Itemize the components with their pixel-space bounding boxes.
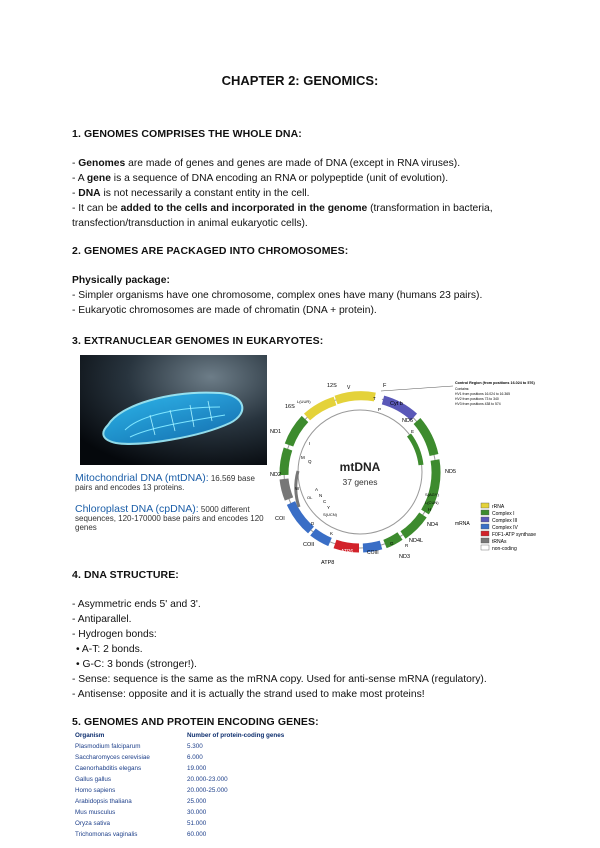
table-cell-genes: 25.000 <box>187 798 207 805</box>
label-s-ucn: S(UCN) <box>323 512 337 517</box>
legend-trna: tRNAs <box>492 539 507 545</box>
rrna-16s-segment <box>307 401 335 417</box>
trna-cluster-segment <box>284 479 289 499</box>
map-legend <box>455 503 536 552</box>
label-l-uur: L(UUR) <box>297 399 311 404</box>
page-title: CHAPTER 2: GENOMICS: <box>221 73 379 88</box>
inner-nd6-segment <box>409 435 421 465</box>
label-co1: COI <box>275 516 285 522</box>
label-s-agy: S(AGY) <box>425 492 439 497</box>
table-cell-organism: Gallus gallus <box>75 776 112 783</box>
nd2-segment <box>284 449 288 475</box>
legend-rrna: rRNA <box>492 504 505 510</box>
table-header-genes: Number of protein-coding genes <box>187 732 285 739</box>
s1-line-4-prefix: - It can be <box>72 203 121 214</box>
legend-complex1: Complex I <box>492 511 515 517</box>
atp6-segment <box>335 544 359 548</box>
legend-swatch-complex1 <box>481 510 489 515</box>
label-nd6: ND6 <box>402 418 414 424</box>
table-cell-genes: 30.000 <box>187 809 207 816</box>
table-cell-genes: 5.300 <box>187 743 203 750</box>
s1-line-3-text: is not necessarily a constant entity in the cell. <box>100 188 310 199</box>
s2-line-2: - Eukaryotic chromosomes are made of chromatin (DNA + protein). <box>72 305 377 316</box>
cpdna-caption-line3: genes <box>75 523 97 532</box>
s1-line-1: - Genomes are made of genes and genes are made of DNA (except in RNA viruses). <box>72 158 461 169</box>
map-subtitle: 37 genes <box>342 477 378 487</box>
section-heading-5: 5. GENOMES AND PROTEIN ENCODING GENES: <box>72 716 319 728</box>
legend-complex3: Complex III <box>492 518 518 524</box>
label-v: V <box>347 385 351 391</box>
label-p: P <box>378 407 382 412</box>
label-k: K <box>330 531 334 536</box>
mtdna-map <box>270 375 537 570</box>
s1-line-3: - DNA is not necessarily a constant entity in the cell. <box>72 188 310 199</box>
label-y: Y <box>327 505 331 510</box>
control-region-hv3: HV3 from positions 438 to 574 <box>455 402 501 406</box>
co3-segment <box>363 545 381 548</box>
label-nd4l: ND4L <box>409 538 424 544</box>
cpdna-caption-line1 <box>75 505 275 514</box>
legend-swatch-noncoding <box>481 545 489 550</box>
table-cell-genes: 60.000 <box>187 831 207 838</box>
legend-swatch-rrna <box>481 503 489 508</box>
section-heading-3: 3. EXTRANUCLEAR GENOMES IN EUKARYOTES: <box>72 335 324 347</box>
s1-line-2 <box>72 171 542 186</box>
mtdna-caption <box>75 474 275 492</box>
s4-bullet-1: • A-T: 2 bonds. <box>76 644 143 655</box>
legend-swatch-atp <box>481 531 489 536</box>
s1-line-4 <box>72 201 542 216</box>
table-cell-organism: Arabidopsis thaliana <box>75 798 132 805</box>
mtdna-bp: 16.569 base <box>208 474 255 483</box>
s4-line-3: - Hydrogen bonds: <box>72 629 157 640</box>
s2-line-1: - Simpler organisms have one chromosome, complex ones have many (humans 23 pairs). <box>72 290 483 301</box>
section-1-body <box>72 156 542 231</box>
table-cell-genes: 6.000 <box>187 754 203 761</box>
s1-line-5: transfection/transduction in animal eukaryotic cells). <box>72 218 308 229</box>
table-cell-genes: 51.000 <box>187 820 207 827</box>
control-region-contains: Contains: <box>455 387 470 391</box>
term-added: added to the cells and incorporated in the genome <box>120 203 368 214</box>
label-nd2: ND2 <box>270 472 282 478</box>
cpdna-label: Chloroplast DNA (cpDNA): <box>75 503 199 515</box>
label-c: C <box>323 499 327 504</box>
label-12s: 12S <box>327 383 337 389</box>
label-h: H <box>428 507 432 512</box>
control-region-hv2: HV2 from positions 73 to 340 <box>455 397 499 401</box>
label-16s: 16S <box>285 404 295 410</box>
table-cell-organism: Oryza sativa <box>75 820 110 827</box>
label-a: A <box>315 487 319 492</box>
section-heading-2: 2. GENOMES ARE PACKAGED INTO CHROMOSOMES: <box>72 245 349 257</box>
table-cell-genes: 20.000-23.000 <box>187 776 228 783</box>
s4-bullet-2: • G-C: 3 bonds (stronger!). <box>76 659 197 670</box>
label-nd4: ND4 <box>427 522 439 528</box>
mitochondria-image <box>80 355 267 465</box>
label-q: Q <box>308 459 312 464</box>
label-i: I <box>309 441 311 446</box>
s4-line-6: - Sense: sequence is the same as the mRNA copy. Used for anti-sense mRNA (regulatory). <box>72 674 487 685</box>
legend-complex4: Complex IV <box>492 525 518 531</box>
label-n: N <box>319 493 323 498</box>
term-gene: gene <box>86 173 111 184</box>
label-d: D <box>311 521 315 526</box>
mtdna-label: Mitochondrial DNA (mtDNA): <box>75 472 209 484</box>
table-cell-organism: Saccharomyces cerevisiae <box>75 754 150 761</box>
s1-line-2-prefix: - A <box>72 173 87 184</box>
section-2-body <box>72 273 542 318</box>
label-t: T <box>373 396 376 401</box>
mitochondria-micrograph <box>80 355 267 465</box>
label-e: E <box>411 429 415 434</box>
nd4-segment <box>403 515 423 535</box>
control-region-segment <box>375 397 382 399</box>
legend-swatch-complex4 <box>481 524 489 529</box>
s4-line-1: - Asymmetric ends 5' and 3'. <box>72 599 201 610</box>
label-r: R <box>405 543 409 548</box>
term-dna: DNA <box>78 188 101 199</box>
section-heading-1: 1. GENOMES COMPRISES THE WHOLE DNA: <box>72 128 302 140</box>
control-region-pointer <box>381 386 453 391</box>
cpdna-caption-line2: sequences, 120-170000 base pairs and encodes 120 <box>75 514 264 523</box>
legend-swatch-complex3 <box>481 517 489 522</box>
label-nd1: ND1 <box>270 429 282 435</box>
table-cell-organism: Trichomonas vaginalis <box>75 831 138 838</box>
label-cytb: Cyt b <box>390 401 403 407</box>
term-genomes: Genomes <box>78 158 126 169</box>
table-cell-organism: Plasmodium falciparum <box>75 743 141 750</box>
section-heading-4: 4. DNA STRUCTURE: <box>72 569 179 581</box>
legend-swatch-trna <box>481 538 489 543</box>
s4-line-7: - Antisense: opposite and it is actually the strand used to make most proteins! <box>72 689 425 700</box>
cpdna-seq: 5000 different <box>198 505 250 514</box>
label-co3: COIII <box>367 550 379 556</box>
section-4-body <box>72 597 542 702</box>
s1-line-2-text: is a sequence of DNA encoding an RNA or polypeptide (unit of evolution). <box>110 173 449 184</box>
s4-bullet-2-text: G-C: 3 bonds (stronger!). <box>82 659 197 670</box>
cpdna-caption <box>75 505 275 532</box>
label-w: W <box>295 486 300 491</box>
label-f: F <box>383 383 387 389</box>
table-header-organism: Organism <box>75 732 105 739</box>
label-nd3: ND3 <box>399 554 411 560</box>
rrna-12s-segment <box>336 396 375 400</box>
table-cell-organism: Homo sapiens <box>75 787 116 794</box>
co1-segment <box>291 503 311 530</box>
s4-line-2: - Antiparallel. <box>72 614 132 625</box>
label-atp8: ATP8 <box>321 560 335 566</box>
legend-atp: F0F1-ATP synthase <box>492 532 536 538</box>
control-region-label: Control Region (from positions 16.024 to 576) <box>455 381 535 385</box>
label-nd5: ND5 <box>445 469 457 475</box>
control-region-hv1: HV1 from positions 16.024 to 16.365 <box>455 392 511 396</box>
s2-subheading: Physically package: <box>72 275 170 286</box>
s4-bullet-1-text: A-T: 2 bonds. <box>81 644 143 655</box>
legend-noncoding: non-coding <box>492 546 517 552</box>
label-ol: OL <box>307 495 313 500</box>
map-title: mtDNA <box>339 460 381 474</box>
mtdna-caption-line2: pairs and encodes 13 proteins. <box>75 483 185 492</box>
table-cell-organism: Caenorhabditis elegans <box>75 765 142 772</box>
legend-mrna: mRNA <box>455 521 470 527</box>
s1-line-1-text: are made of genes and genes are made of DNA (except in RNA viruses). <box>125 158 461 169</box>
label-l-cun: L(CUN) <box>425 500 439 505</box>
label-g: G <box>390 541 394 546</box>
label-atp6: ATP6 <box>341 549 354 555</box>
co2-segment <box>313 532 330 542</box>
table-cell-genes: 20.000-25.000 <box>187 787 228 794</box>
nd1-segment <box>289 419 305 445</box>
s1-line-4-text: (transformation in bacteria, <box>367 203 493 214</box>
table-cell-genes: 19.000 <box>187 765 207 772</box>
label-co2: COII <box>303 542 315 548</box>
label-m: M <box>301 455 305 460</box>
table-cell-organism: Mus musculus <box>75 809 116 816</box>
mtdna-caption-line1 <box>75 474 275 483</box>
